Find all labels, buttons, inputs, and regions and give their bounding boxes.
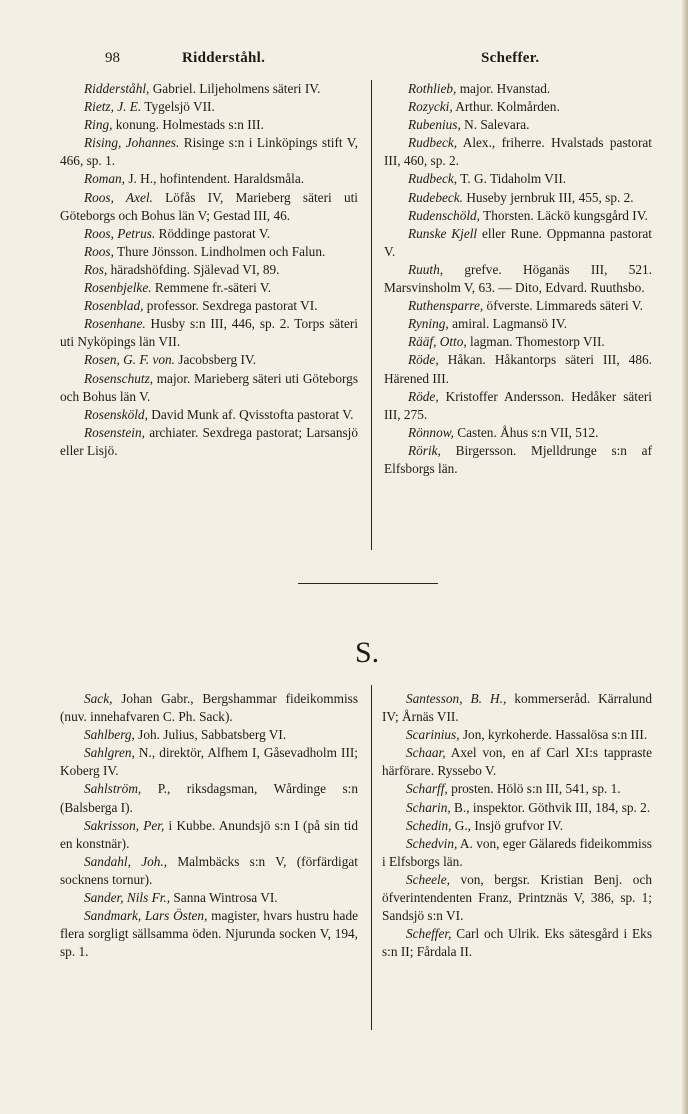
entry-text: professor. Sexdrega pastorat VI. <box>143 298 318 314</box>
register-entry <box>60 406 358 424</box>
register-entry <box>384 297 652 315</box>
register-entry <box>382 871 652 925</box>
entry-text: N., direktör, Alfhem I, Gåsevadholm III; Koberg IV. <box>60 745 358 779</box>
entry-name: Sakrisson, Per, <box>84 817 165 833</box>
register-entry <box>60 80 358 98</box>
entry-name: Schaar, <box>406 745 446 761</box>
entry-name: Rääf, Otto, <box>408 334 467 350</box>
entry-name: Roman, <box>84 171 125 187</box>
entry-text: Axel von, en af Carl XI:s tappraste härförare. Ryssebo V. <box>382 745 652 779</box>
entry-name: Rozycki, <box>408 99 453 115</box>
register-entry <box>384 351 652 387</box>
entry-text: Johan Gabr., Bergshammar fideikommiss (nuv. innehafvaren C. Ph. Sack). <box>60 691 358 725</box>
entry-name: Röde, <box>408 388 439 404</box>
entry-name: Santesson, B. H., <box>406 691 507 706</box>
register-entry <box>60 116 358 134</box>
entry-name: Rosenschutz, <box>84 370 154 386</box>
header-left-title: Ridderståhl. <box>182 50 266 66</box>
entry-name: Ring, <box>84 117 113 133</box>
register-entry <box>60 424 358 460</box>
entry-text: P., riksdagsman, Wårdinge s:n (Balsberga I). <box>60 781 358 815</box>
register-entry <box>60 134 358 170</box>
entry-text: J. H., hofintendent. Haraldsmåla. <box>125 171 305 187</box>
running-header <box>0 50 688 70</box>
register-entry <box>60 225 358 243</box>
entry-name: Rosenstein, <box>84 424 145 440</box>
register-entry <box>384 134 652 170</box>
column-divider-upper <box>371 80 372 550</box>
entry-name: Sandahl, Joh., <box>84 853 168 869</box>
entry-name: Röde, <box>408 352 439 368</box>
register-entry <box>60 907 358 961</box>
register-entry <box>60 690 358 726</box>
register-entry <box>384 80 652 98</box>
entry-text: Birgersson. Mjelldrunge s:n af Elfsborgs län. <box>384 442 652 476</box>
entry-text: major. Marieberg säteri uti Göteborgs och Bohus län V. <box>60 370 358 404</box>
entry-text: Tygelsjö VII. <box>141 99 215 115</box>
entry-name: Rubenius, <box>408 117 461 133</box>
entry-name: Rietz, J. E. <box>84 99 142 115</box>
entry-text: Carl och Ulrik. Eks sätesgård i Eks s:n II; Fårdala II. <box>382 926 652 960</box>
page-number: 98 <box>105 50 120 66</box>
entry-text: konung. Holmestads s:n III. <box>112 117 264 133</box>
entry-text: B., inspektor. Göthvik III, 184, sp. 2. <box>450 799 651 815</box>
entry-name: Rosenblad, <box>84 298 144 314</box>
entry-text: Joh. Julius, Sabbatsberg VI. <box>134 727 287 743</box>
section-rule <box>298 583 438 584</box>
register-entry <box>60 853 358 889</box>
register-entry <box>384 116 652 134</box>
entry-name: Scheele, <box>406 871 450 887</box>
entry-name: Rosen, G. F. von. <box>84 352 175 368</box>
entry-name: Runske Kjell <box>408 225 478 241</box>
column-upper-left <box>60 80 358 460</box>
register-entry <box>60 279 358 297</box>
register-entry <box>60 98 358 116</box>
entry-name: Ruuth, <box>408 261 444 277</box>
entry-text: Sanna Wintrosa VI. <box>170 890 278 906</box>
entry-name: Scarinius, <box>406 727 460 743</box>
entry-text: kommerseråd. Kärralund IV; Årnäs VII. <box>382 691 652 725</box>
entry-name: Rudbeck, <box>408 135 458 151</box>
header-right-title: Scheffer. <box>481 50 540 66</box>
register-entry <box>384 225 652 261</box>
entry-text: Jacobsberg IV. <box>174 352 257 368</box>
entry-name: Rosenhane. <box>84 316 146 332</box>
register-entry <box>382 799 652 817</box>
register-entry <box>60 351 358 369</box>
entry-text: A. von, eger Gälareds fideikommiss i Elfsborgs län. <box>382 835 652 869</box>
register-entry <box>60 889 358 907</box>
entry-text: Husby s:n III, 446, sp. 2. Torps säteri uti Nyköpings län VII. <box>60 316 358 350</box>
entry-name: Roos, Petrus. <box>84 225 156 241</box>
entry-text: Löfås IV, Marieberg säteri uti Göteborgs och Bohus län V; Gestad III, 46. <box>60 189 358 223</box>
entry-name: Schedin, <box>406 817 452 833</box>
entry-text: i Kubbe. Anundsjö s:n I (på sin tid en konstnär). <box>60 817 358 851</box>
register-entry <box>60 189 358 225</box>
entry-text: häradshöfding. Själevad VI, 89. <box>107 261 280 277</box>
register-entry <box>60 170 358 188</box>
entry-text: von, bergsr. Kristian Benj. och öfverintendenten Franz, Printznäs V, 386, sp. 1; Sandsjö s:n VI. <box>382 871 652 924</box>
entry-text: Remmene fr.-säteri V. <box>151 280 272 296</box>
entry-name: Rothlieb, <box>408 81 457 96</box>
entry-name: Rosenbjelke. <box>84 280 152 296</box>
entry-name: Rörik, <box>408 442 441 458</box>
entry-text: Jon, kyrkoherde. Hassalösa s:n III. <box>459 727 648 743</box>
register-entry <box>384 189 652 207</box>
register-entry <box>60 315 358 351</box>
entry-text: Alex., friherre. Hvalstads pastorat III, 460, sp. 2. <box>384 135 652 169</box>
entry-text: Kristoffer Andersson. Hedåker säteri III, 275. <box>384 388 652 422</box>
entry-text: Håkan. Håkantorps säteri III, 486. Härened III. <box>384 352 652 386</box>
entry-name: Rudbeck, <box>408 171 458 187</box>
entry-text: Arthur. Kolmården. <box>452 99 560 115</box>
entry-name: Ridderståhl, <box>84 81 150 96</box>
entry-text: Gabriel. Liljeholmens säteri IV. <box>149 81 321 96</box>
entry-text: Risinge s:n i Linköpings stift V, 466, sp. 1. <box>60 135 358 169</box>
entry-text: Röddinge pastorat V. <box>155 225 271 241</box>
register-entry <box>60 243 358 261</box>
entry-text: major. Hvanstad. <box>456 81 551 96</box>
entry-text: T. G. Tidaholm VII. <box>457 171 567 187</box>
entry-name: Roos, Axel. <box>84 189 153 205</box>
entry-name: Ros, <box>84 261 108 277</box>
entry-name: Ryning, <box>408 316 449 332</box>
entry-text: lagman. Thomestorp VII. <box>466 334 605 350</box>
entry-name: Roos, <box>84 243 114 259</box>
column-lower-left <box>60 690 358 961</box>
register-entry <box>382 817 652 835</box>
register-entry <box>60 726 358 744</box>
register-entry <box>384 315 652 333</box>
register-entry <box>382 744 652 780</box>
entry-name: Sandmark, Lars Östen, <box>84 908 208 924</box>
entry-name: Rönnow, <box>408 424 454 440</box>
entry-text: Thure Jönsson. Lindholmen och Falun. <box>113 243 326 259</box>
register-entry <box>384 261 652 297</box>
register-entry <box>384 98 652 116</box>
page-edge <box>682 0 688 1114</box>
entry-name: Sahlgren, <box>84 745 135 761</box>
column-upper-right <box>384 80 652 478</box>
column-divider-lower <box>371 685 372 1030</box>
register-entry <box>384 388 652 424</box>
entry-text: grefve. Höganäs III, 521. Marsvinsholm V, 63. — Dito, Edvard. Ruuthsbo. <box>384 261 652 296</box>
entry-name: Rudenschöld, <box>408 207 481 223</box>
entry-name: Rising, Johannes. <box>84 135 180 151</box>
entry-text: öfverste. Limmareds säteri V. <box>483 298 643 314</box>
register-entry <box>60 297 358 315</box>
entry-text: Thorsten. Läckö kungsgård IV. <box>480 207 648 223</box>
entry-name: Sack, <box>84 691 113 706</box>
entry-name: Scheffer, <box>406 926 452 942</box>
entry-name: Scharin, <box>406 799 451 815</box>
entry-text: David Munk af. Qvisstofta pastorat V. <box>147 406 354 422</box>
register-entry <box>384 170 652 188</box>
register-entry <box>382 780 652 798</box>
entry-name: Sander, Nils Fr., <box>84 890 171 906</box>
entry-text: N. Salevara. <box>460 117 530 133</box>
entry-text: Huseby jernbruk III, 455, sp. 2. <box>463 189 634 205</box>
register-entry <box>382 726 652 744</box>
register-entry <box>60 817 358 853</box>
register-entry <box>60 370 358 406</box>
entry-name: Sahlström, <box>84 781 142 797</box>
entry-text: Casten. Åhus s:n VII, 512. <box>453 424 599 440</box>
entry-name: Scharff, <box>406 781 448 797</box>
entry-text: Malmbäcks s:n V, (förfärdigat socknens tornur). <box>60 853 358 887</box>
entry-name: Rudebeck. <box>408 189 463 205</box>
register-entry <box>384 442 652 478</box>
register-entry <box>60 261 358 279</box>
register-entry <box>382 925 652 961</box>
entry-name: Sahlberg, <box>84 727 135 743</box>
register-entry <box>384 207 652 225</box>
entry-name: Rosensköld, <box>84 406 148 422</box>
entry-text: prosten. Hölö s:n III, 541, sp. 1. <box>447 781 621 797</box>
entry-name: Ruthensparre, <box>408 298 484 314</box>
register-entry <box>384 424 652 442</box>
section-heading: S. <box>355 636 380 669</box>
entry-text: eller Rune. Oppmanna pastorat V. <box>384 225 653 259</box>
register-entry <box>382 835 652 871</box>
register-entry <box>382 690 652 726</box>
entry-name: Schedvin, <box>406 835 458 851</box>
column-lower-right <box>382 690 652 961</box>
register-entry <box>384 333 652 351</box>
entry-text: amiral. Lagmansö IV. <box>448 316 568 332</box>
register-entry <box>60 744 358 780</box>
entry-text: magister, hvars hustru hade flera sorgligt sällsamma öden. Njurunda socken V, 194, sp. 1. <box>60 908 358 960</box>
entry-text: G., Insjö grufvor IV. <box>451 817 564 833</box>
register-entry <box>60 780 358 816</box>
entry-text: archiater. Sexdrega pastorat; Larsansjö eller Lisjö. <box>60 424 358 458</box>
